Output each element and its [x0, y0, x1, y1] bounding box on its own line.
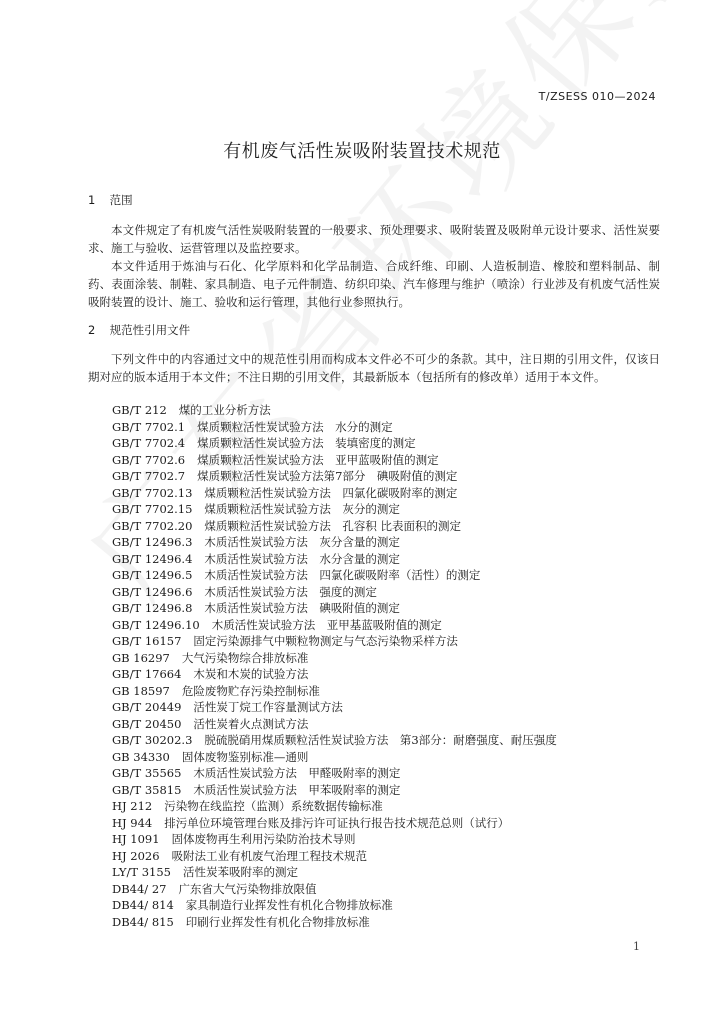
reference-title: 广东省大气污染物排放限值: [178, 881, 317, 896]
reference-code: GB/T 20450: [112, 716, 182, 731]
reference-code: GB/T 7702.7: [112, 469, 186, 483]
reference-item: [112, 699, 672, 716]
reference-title: 木质活性炭试验方法 四氯化碳吸附率（活性）的测定: [204, 568, 481, 582]
reference-item: [112, 501, 672, 518]
reference-item: [112, 584, 672, 601]
reference-item: [112, 435, 672, 452]
reference-title: 煤质颗粒活性炭试验方法 四氯化碳吸附率的测定: [204, 485, 458, 500]
reference-title: 活性炭丁烷工作容量测试方法: [193, 700, 343, 714]
reference-code: HJ 212: [112, 799, 153, 813]
page-title: 有机废气活性炭吸附装置技术规范: [223, 141, 501, 162]
reference-title: 木质活性炭试验方法 强度的测定: [204, 584, 377, 599]
reference-code: GB 34330: [112, 749, 170, 764]
reference-item: [112, 551, 672, 568]
reference-title: 煤的工业分析方法: [178, 403, 271, 417]
reference-title: 家具制造行业挥发性有机化合物排放标准: [185, 898, 393, 912]
reference-code: GB/T 12496.4: [112, 551, 193, 566]
reference-item: [112, 402, 672, 419]
reference-item: [112, 485, 672, 502]
reference-code: GB/T 12496.10: [112, 617, 200, 632]
reference-item: [112, 897, 672, 914]
reference-item: [112, 831, 672, 848]
reference-item: [112, 633, 672, 650]
reference-code: GB/T 7702.1: [112, 419, 186, 434]
reference-item: [112, 782, 672, 799]
reference-code: GB/T 35815: [112, 782, 182, 797]
reference-item: [112, 567, 672, 584]
reference-title: 固定污染源排气中颗粒物测定与气态污染物采样方法: [193, 634, 458, 648]
reference-item: [112, 419, 672, 436]
reference-item: [112, 650, 672, 667]
reference-code: HJ 2026: [112, 848, 160, 863]
paragraph: 本文件规定了有机废气活性炭吸附装置的一般要求、预处理要求、吸附装置及吸附单元设计要求、活性炭要求、施工与验收、运营管理以及监控要求。: [88, 223, 660, 255]
reference-code: DB44/ 815: [112, 914, 174, 929]
reference-code: GB/T 12496.6: [112, 584, 193, 599]
reference-item: [112, 452, 672, 469]
section-1-heading: [88, 192, 133, 208]
document-code: T/ZSESS 010—2024: [538, 90, 656, 103]
reference-item: [112, 864, 672, 881]
section-2-heading: [88, 322, 190, 338]
reference-item: [112, 666, 672, 683]
reference-item: [112, 798, 672, 815]
reference-title: 固体废物鉴别标准—通则: [181, 749, 309, 764]
reference-title: 印刷行业挥发性有机化合物排放标准: [185, 914, 370, 929]
reference-item: [112, 848, 672, 865]
reference-item: [112, 600, 672, 617]
reference-item: [112, 534, 672, 551]
reference-title: 木炭和木炭的试验方法: [193, 667, 309, 681]
reference-code: GB/T 35565: [112, 766, 182, 780]
reference-item: [112, 765, 672, 782]
reference-title: 木质活性炭试验方法 甲苯吸附率的测定: [193, 782, 401, 797]
reference-title: 木质活性炭试验方法 甲醛吸附率的测定: [193, 766, 401, 780]
section-1-body: [88, 221, 660, 311]
reference-item: [112, 749, 672, 766]
reference-item: [112, 881, 672, 898]
reference-title: 木质活性炭试验方法 水分含量的测定: [204, 551, 400, 566]
reference-title: 煤质颗粒活性炭试验方法 装填密度的测定: [197, 436, 416, 450]
reference-title: 脱硫脱硝用煤质颗粒活性炭试验方法 第3部分：耐磨强度、耐压强度: [204, 733, 557, 747]
paragraph: 本文件适用于炼油与石化、化学原料和化学品制造、合成纤维、印刷、人造板制造、橡胶和塑料制品、制药、表面涂装、制鞋、家具制造、电子元件制造、纺织印染、汽车修理与维护（喷涂）行业涉及有机废气活性炭吸附装置的设计、施工、验收和运行管理，其他行业参照执行。: [88, 259, 660, 309]
reference-title: 活性炭苯吸附率的测定: [182, 865, 298, 879]
reference-title: 木质活性炭试验方法 亚甲基蓝吸附值的测定: [211, 617, 442, 632]
section-2-body: [88, 350, 660, 386]
reference-code: DB44/ 814: [112, 898, 174, 912]
reference-code: GB/T 17664: [112, 667, 182, 681]
reference-code: GB/T 7702.20: [112, 518, 193, 533]
reference-item: [112, 683, 672, 700]
section-title: 规范性引用文件: [109, 323, 191, 337]
reference-code: GB/T 7702.4: [112, 436, 186, 450]
reference-code: GB/T 7702.13: [112, 485, 193, 500]
reference-title: 危险废物贮存污染控制标准: [181, 683, 320, 698]
reference-item: [112, 914, 672, 931]
reference-code: GB/T 16157: [112, 634, 182, 648]
reference-code: GB/T 12496.3: [112, 535, 193, 549]
reference-item: [112, 518, 672, 535]
reference-code: GB/T 20449: [112, 700, 182, 714]
reference-title: 煤质颗粒活性炭试验方法 亚甲蓝吸附值的测定: [197, 452, 439, 467]
page-number: 1: [633, 940, 640, 953]
reference-code: HJ 944: [112, 815, 153, 830]
reference-code: GB 18597: [112, 683, 170, 698]
section-number: 2: [88, 323, 96, 337]
reference-title: 大气污染物综合排放标准: [181, 650, 309, 665]
reference-title: 煤质颗粒活性炭试验方法 灰分的测定: [204, 502, 400, 516]
reference-title: 排污单位环境管理台账及排污许可证执行报告技术规范总则（试行）: [164, 815, 510, 830]
paragraph: 下列文件中的内容通过文中的规范性引用而构成本文件必不可少的条款。其中，注日期的引用文件，仅该日期对应的版本适用于本文件；不注日期的引用文件，其最新版本（包括所有的修改单）适用于本文件。: [88, 352, 660, 384]
section-number: 1: [88, 193, 96, 207]
reference-code: GB 16297: [112, 650, 170, 665]
reference-code: GB/T 12496.5: [112, 568, 193, 582]
section-title: 范围: [109, 193, 133, 207]
reference-title: 煤质颗粒活性炭试验方法 水分的测定: [197, 419, 393, 434]
reference-title: 木质活性炭试验方法 灰分含量的测定: [204, 535, 400, 549]
reference-title: 吸附法工业有机废气治理工程技术规范: [171, 848, 368, 863]
reference-code: HJ 1091: [112, 832, 160, 846]
reference-item: [112, 617, 672, 634]
reference-list: [112, 402, 672, 930]
reference-title: 木质活性炭试验方法 碘吸附值的测定: [204, 601, 400, 615]
reference-code: GB/T 7702.6: [112, 452, 186, 467]
reference-item: [112, 716, 672, 733]
reference-title: 煤质颗粒活性炭试验方法 孔容积 比表面积的测定: [204, 518, 462, 533]
reference-code: GB/T 7702.15: [112, 502, 193, 516]
reference-item: [112, 468, 672, 485]
reference-code: GB/T 212: [112, 403, 167, 417]
reference-code: GB/T 30202.3: [112, 733, 193, 747]
reference-code: GB/T 12496.8: [112, 601, 193, 615]
reference-code: DB44/ 27: [112, 881, 167, 896]
reference-title: 活性炭着火点测试方法: [193, 716, 309, 731]
reference-title: 煤质颗粒活性炭试验方法第7部分 碘吸附值的测定: [197, 469, 458, 483]
reference-item: [112, 732, 672, 749]
reference-title: 污染物在线监控（监测）系统数据传输标准: [164, 799, 383, 813]
reference-item: [112, 815, 672, 832]
reference-title: 固体废物再生利用污染防治技术导则: [171, 832, 356, 846]
reference-code: LY/T 3155: [112, 865, 171, 879]
